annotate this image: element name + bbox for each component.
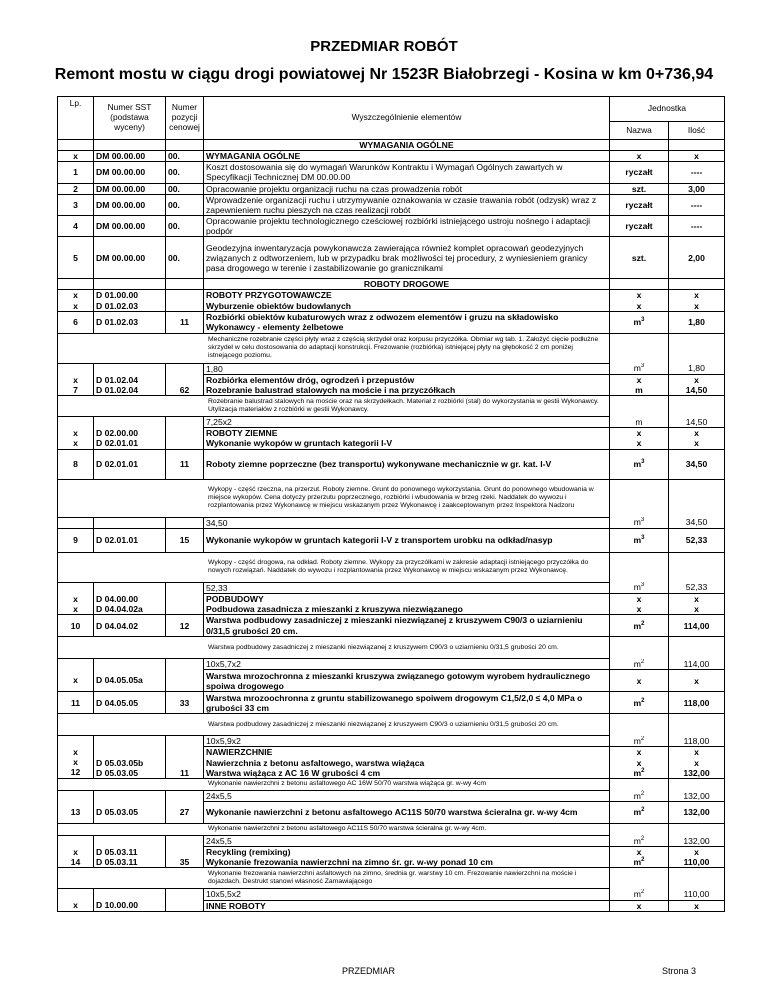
table-row: x 7 D 01.02.04 D 01.02.04 62 Rozbiórka elementów dróg, ogrodzeń i przepustów Rozebranie balustrad stalowych na moście i na przyczółkach x m x 14,50 [58,374,725,395]
calculation: 7,25x2 [204,417,610,428]
item-note: Warstwa podbudowy zasadniczej z mieszanki niezwiązanej z kruszywem C90/3 o uziarnieniu 0/31,5 grubości 20 cm. [58,637,610,659]
document-subtitle: Remont mostu w ciągu drogi powiatowej Nr 1523R Białobrzegi - Kosina w km 0+736,94 [54,66,714,83]
item-note: Wykonanie nawierzchni z betonu asfaltowego AC11S 50/70 warstwa ścieralna gr. w-wy 4cm. [58,823,610,835]
table-row: x D 10.00.00 INNE ROBOTY x x [58,900,725,911]
calculation: 24x5,5 [204,790,610,801]
table-row: x DM 00.00.00 00. WYMAGANIA OGÓLNE x x [58,151,725,162]
section-heading: WYMAGANIA OGÓLNE [204,140,610,151]
table-row: 13 D 05.03.05 27 Wykonanie nawierzchni z betonu asfaltowego AC11S 50/70 warstwa ścieralna gr. w-wy 4cm $m^2$ 132,00 [58,801,725,823]
calculation: 10x5,7x2 [204,659,610,670]
table-row: 2 DM 00.00.00 00. Opracowanie projektu organizacji ruchu na czas prowadzenia robót szt. 3,00 [58,183,725,194]
table-row: 10 D 04.04.02 12 Warstwa podbudowy zasadniczej z mieszanki niezwiązanej z kruszywem C90/3 o uziarnieniu 0/31,5 grubości 20 cm. $m^2$ 114,00 [58,615,725,637]
calculation: 24x5,5 [204,835,610,846]
table-row: x x D 01.00.00 D 01.02.03 ROBOTY PRZYGOTOWAWCZE Wyburzenie obiektów budowlanych x x x x [58,290,725,311]
header-position: Numer pozycji cenowej [166,97,204,140]
item-note: Mechaniczne rozebranie części płyty wraz z częścią skrzydeł oraz korpusu przyczółka. Obmiar wg tab. 1. Założyć cięcie podłużne skrzydeł w celu dostosowania do adaptacji konstrukcji. Frezowanie (rozbiórka) istniejącej płyty na głębokość 2 cm poniżej istnejącego poziomu. [58,333,610,363]
bill-of-quantities-table: Lp. Numer SST (podstawa wyceny) Numer pozycji cenowej Wyszczególnienie elementów Jednostka Nazwa Ilość WYMAGANIA OGÓLNE x DM 00.00.00 00. WYMAGANIA OGÓLNE x x 1 DM 00.00.00 00. Koszt dostosowania się do wymagań Warunków Kontraktu i Wymagań Ogólnych zawartych w Specyfikacji Technicznej DM 00.00.00 ryczałt ---- 2 DM 00.00.00 00. Opracowanie projektu organizacji ruchu na czas prowadzenia robót szt. 3,00 3 DM 00.00.00 00. Wprowadzenie organizacji ruchu i utrzymywanie oznakowania w czasie trawania robót (odzysk) wraz z zapewnieniem ruchu pieszych na czas realizacji robót ryczałt ---- 4 DM 00.00.00 00. Opracowanie projektu technologicznego cześciowej rozbiórki istniejącego ustroju nośnego i adaptacji podpór ryczałt ---- 5 DM 00.00.00 00. Geodezyjna inwentaryzacja powykonawcza zawierająca również komplet opracowań geodezyjnych związanych z odtworzeniem, lub w przypadku brak możliwości tej procedury, z wyniesieniem granicy pasa drogowego w terenie i zastabilizowanie go granicznikami szt. 2,00 ROBOTY DROGOWE x x D 01.00.00 D 01.02.03 ROBOTY PRZYGOTOWAWCZE Wyburzenie obiektów budowlanych x x x x 6 D 01.02.03 11 Rozbiórki obiektów kubaturowych wraz z odwozem elementów i gruzu na składowisko Wykonawcy - elementy żelbetowe $m^3$ 1,80 Mechaniczne rozebranie części płyty wraz z częścią skrzydeł oraz korpusu przyczółka. Obmiar wg tab. 1. Założyć cięcie podłużne skrzydeł w celu dostosowania do adaptacji konstrukcji. Frezowanie (rozbiórka) istniejącej płyty na głębokość 2 cm poniżej istnejącego poziomu. 1,80 $m^3$ 1,80 x 7 D 01.02.04 D 01.02.04 62 Rozbiórka elementów dróg, ogrodzeń i przepustów Rozebranie balustrad stalowych na moście i na przyczółkach x m x 14,50 Rozebranie balustrad stalowych na moście oraz na skrzydełkach. Materiał z rozbiórki (stal) do wykorzystania w gestii Wykonawcy. Utylizacja materiałów z rozbiórki w gestii Wykonawcy. 7,25x2 m 14,50 x x D 02.00.00 D 02.01.01 ROBOTY ZIEMNE Wykonanie wykopów w gruntach kategorii I-V x x x x 8 D 02.01.01 11 Roboty ziemne poprzeczne (bez transportu) wykonywane mechanicznie w gr. kat. I-V $m^3$ 34,50 Wykopy - część rzeczna, na przerzut. Roboty ziemne. Grunt do ponownego wykorzystania. Grunt do ponownego wbudowania w miejsce wykopów. Cena dotyczy przerzutu poprzecznego, rozbiórki i wbudowania w brzeg rzeki. Naddatek do wywozu i rozplantowania przez Wykonawcę w miejscu wskazanym przez Wykonawcę i zaakceptowanym przez Inspektora Nadzoru 34,50 $m^3$ 34,50 9 D 02.01.01 15 Wykonanie wykopów w gruntach kategorii I-V z transportem urobku na odkład/nasyp $m^3$ 52,33 Wykopy - część drogowa, na odkład. Roboty ziemne. Wykopy za przyczółkami w zakresie adaptacji istniejącego przyczółka do nowych rozwiązań. Naddatek do wywozu i rozplantowania przez Wykonawcę w miejscu wskazanym przez Wykonawcę. 52,33 $m^3$ 52,33 x x D 04.00.00 D 04.04.02a PODBUDOWY Podbudowa zasadnicza z mieszanki z kruszywa niezwiązanego x x x x 10 D 04.04.02 12 Warstwa podbudowy zasadniczej z mieszanki niezwiązanej z kruszywem C90/3 o uziarnieniu 0/31,5 grubości 20 cm. $m^2$ 114,00 Warstwa podbudowy zasadniczej z mieszanki niezwiązanej z kruszywem C90/3 o uziarnieniu 0/31,5 grubości 20 cm. 10x5,7x2 $m^2$ 114,00 x D 04.05.05a Warstwa mrozochronna z mieszanki kruszywa związanego gotowym wyrobem hydraulicznego spoiwa drogowego x x 11 D 04.05.05 33 Warstwa mrozoochronna z gruntu stabilizowanego spoiwem drogowym C1,5/2,0 ≤ 4,0 MPa o grubości 33 cm $m^2$ 118,00 Warstwa podbudowy zasadniczej z mieszanki niezwiązanej z kruszywem C90/3 o uziarnieniu 0/31,5 grubości 20 cm. 10x5,9x2 $m^2$ 118,00 x x 12 D 05.03.05b D 05.03.05 11 NAWIERZCHNIE Nawierzchnia z betonu asfaltowego, warstwa wiążąca Warstwa wiążąca z AC 16 W grubości 4 cm x x $m^2$ x x 132,00 Wykonanie nawierzchni z betonu asfaltowego AC 16W 50/70 warstwa wiążąca gr. w-wy 4cm 24x5,5 $m^2$ 132,00 13 D 05.03.05 27 Wykonanie nawierzchni z betonu asfaltowego AC11S 50/70 warstwa ścieralna gr. w-wy 4cm $m^2$ 132,00 Wykonanie nawierzchni z betonu asfaltowego AC11S 50/70 warstwa ścieralna gr. w-wy 4cm. 24x5,5 $m^2$ 132,00 x 14 D 05.03.11 D 05.03.11 35 Recykling (remixing) Wykonanie frezowania nawierzchni na zimno śr. gr. w-wy ponad 10 cm x $m^2$ x 110,00 Wykonanie frezowania nawierzchni asfaltowych na zimno, średnia gr. warstwy 10 cm. Frezowanie nawierzchni na moście i dojazdach. Destrukt stanowi własność Zamawiającego 10x5,5x2 $m^2$ 110,00 x D 10.00.00 INNE ROBOTY x x [57,96,725,912]
item-note: Wykopy - część drogowa, na odkład. Roboty ziemne. Wykopy za przyczółkami w zakresie adaptacji istniejącego przyczółka do nowych rozwiązań. Naddatek do wywozu i rozplantowania przez Wykonawcę w miejscu wskazanym przez Wykonawcę. [58,552,610,582]
header-sst: Numer SST (podstawa wyceny) [94,97,166,140]
header-unit-group: Jednostka [610,97,725,122]
item-note: Wykonanie frezowania nawierzchni asfaltowych na zimno, średnia gr. warstwy 10 cm. Frezowanie nawierzchni na moście i dojazdach. Destrukt stanowi własność Zamawiającego [58,868,610,889]
header-unit-name: Nazwa [610,122,669,140]
table-row: x D 04.05.05a Warstwa mrozochronna z mieszanki kruszywa związanego gotowym wyrobem hydraulicznego spoiwa drogowego x x [58,670,725,692]
section-heading: ROBOTY DROGOWE [204,279,610,290]
document-title: PRZEDMIAR ROBÓT [310,38,458,55]
table-row: x x D 04.00.00 D 04.04.02a PODBUDOWY Podbudowa zasadnicza z mieszanki z kruszywa niezwiązanego x x x x [58,593,725,614]
table-row: x x 12 D 05.03.05b D 05.03.05 11 NAWIERZCHNIE Nawierzchnia z betonu asfaltowego, warstwa wiążąca Warstwa wiążąca z AC 16 W grubości 4 cm x x $m^2$ x x 132,00 [58,747,725,778]
table-row: x x D 02.00.00 D 02.01.01 ROBOTY ZIEMNE Wykonanie wykopów w gruntach kategorii I-V x x x x [58,428,725,449]
table-row: 5 DM 00.00.00 00. Geodezyjna inwentaryzacja powykonawcza zawierająca również komplet opracowań geodezyjnych związanych z odtworzeniem, lub w przypadku brak możliwości tej procedury, z wyniesieniem granicy pasa drogowego w terenie i zastabilizowanie go granicznikami szt. 2,00 [58,237,725,279]
table-row: 4 DM 00.00.00 00. Opracowanie projektu technologicznego cześciowej rozbiórki istniejącego ustroju nośnego i adaptacji podpór ryczałt ---- [58,215,725,236]
calculation: 10x5,9x2 [204,736,610,747]
calculation: 52,33 [204,582,610,593]
table-row: 11 D 04.05.05 33 Warstwa mrozoochronna z gruntu stabilizowanego spoiwem drogowym C1,5/2,0 ≤ 4,0 MPa o grubości 33 cm $m^2$ 118,00 [58,692,725,714]
item-note: Warstwa podbudowy zasadniczej z mieszanki niezwiązanej z kruszywem C90/3 o uziarnieniu 0/31,5 grubości 20 cm. [58,714,610,736]
item-note: Wykonanie nawierzchni z betonu asfaltowego AC 16W 50/70 warstwa wiążąca gr. w-wy 4cm [58,778,610,790]
item-note: Wykopy - część rzeczna, na przerzut. Roboty ziemne. Grunt do ponownego wykorzystania. Grunt do ponownego wbudowania w miejsce wykopów. Cena dotyczy przerzutu poprzecznego, rozbiórki i wbudowania w brzeg rzeki. Naddatek do wywozu i rozplantowania przez Wykonawcę w miejscu wskazanym przez Wykonawcę i zaakceptowanym przez Inspektora Nadzoru [58,479,610,517]
calculation: 1,80 [204,363,610,374]
table-row: 8 D 02.01.01 11 Roboty ziemne poprzeczne (bez transportu) wykonywane mechanicznie w gr. kat. I-V $m^3$ 34,50 [58,449,725,479]
table-row: 3 DM 00.00.00 00. Wprowadzenie organizacji ruchu i utrzymywanie oznakowania w czasie trawania robót (odzysk) wraz z zapewnieniem ruchu pieszych na czas realizacji robót ryczałt ---- [58,194,725,215]
table-row: 6 D 01.02.03 11 Rozbiórki obiektów kubaturowych wraz z odwozem elementów i gruzu na składowisko Wykonawcy - elementy żelbetowe $m^3$ 1,80 [58,311,725,333]
header-lp: Lp. [58,97,94,140]
calculation: 10x5,5x2 [204,889,610,900]
header-description: Wyszczególnienie elementów [204,97,610,140]
footer-label: PRZEDMIAR [342,966,396,976]
item-note: Rozebranie balustrad stalowych na moście oraz na skrzydełkach. Materiał z rozbiórki (stal) do wykorzystania w gestii Wykonawcy. Utylizacja materiałów z rozbiórki w gestii Wykonawcy. [58,396,610,417]
page-number: Strona 3 [662,966,697,976]
table-row: 1 DM 00.00.00 00. Koszt dostosowania się do wymagań Warunków Kontraktu i Wymagań Ogólnych zawartych w Specyfikacji Technicznej DM 00.00.00 ryczałt ---- [58,162,725,183]
header-quantity: Ilość [669,122,725,140]
table-row: x 14 D 05.03.11 D 05.03.11 35 Recykling (remixing) Wykonanie frezowania nawierzchni na zimno śr. gr. w-wy ponad 10 cm x $m^2$ x 110,00 [58,847,725,868]
table-row: 9 D 02.01.01 15 Wykonanie wykopów w gruntach kategorii I-V z transportem urobku na odkład/nasyp $m^3$ 52,33 [58,528,725,552]
calculation: 34,50 [204,517,610,528]
